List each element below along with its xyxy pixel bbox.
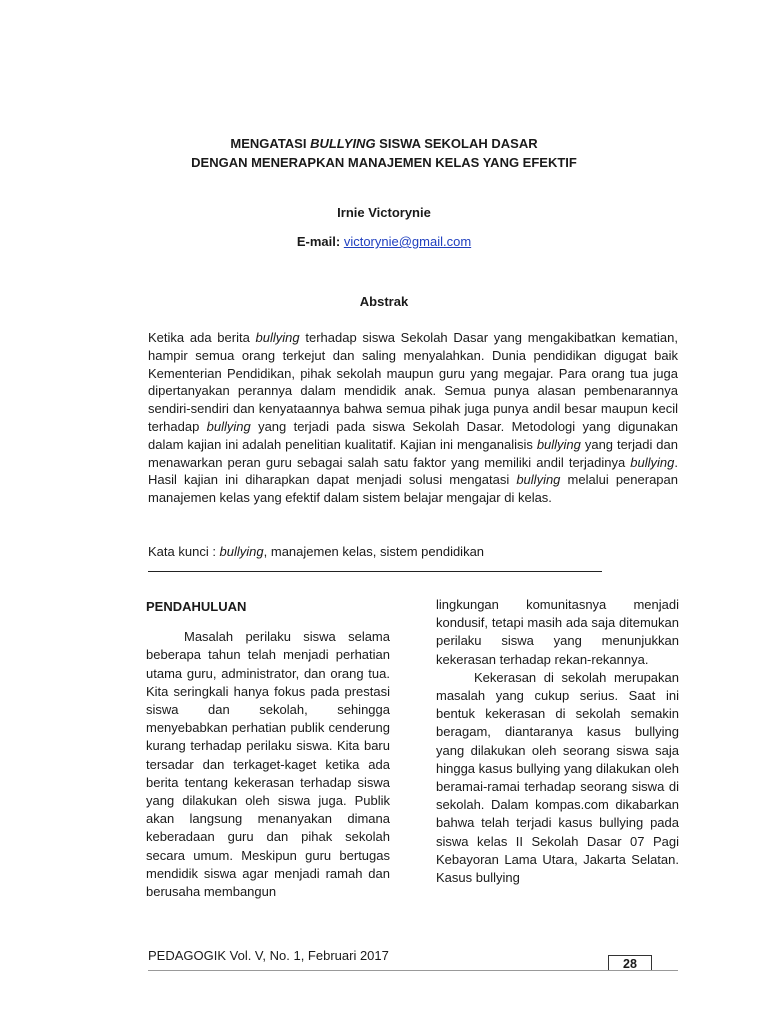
title-line-1 — [100, 134, 668, 153]
keywords-label: Kata kunci : — [148, 544, 220, 559]
abstract-text-1: Ketika ada berita — [148, 330, 256, 345]
abstract-emphasis-2: bullying — [206, 418, 251, 434]
keywords-rest: , manajemen kelas, sistem pendidikan — [263, 544, 485, 559]
abstract-text-4: yang terjadi dan menawarkan peran guru sebagai salah satu faktor yang memiliki andil terjadinya — [148, 436, 678, 470]
page-number: 28 — [608, 955, 652, 971]
journal-footer: PEDAGOGIK Vol. V, No. 1, Februari 2017 — [148, 948, 389, 963]
abstract-body — [148, 329, 678, 507]
abstract-text-2: terhadap siswa Sekolah Dasar yang mengakibatkan kematian, hampir semua orang terkejut dan saling menyalahkan. Dunia pendidikan digugat baik Kementerian Pendidikan, pihak sekolah maupun guru yang megajar. Para orang tua juga dipertanyakan perannya dalam mendidik anak. Semua punya alasan pembenarannya sendiri-sendiri dan kenyataannya bahwa semua pihak juga punya andil besar maupun kecil terhadap — [148, 330, 678, 434]
abstract-emphasis-3: bullying — [536, 436, 581, 452]
paper-title — [100, 134, 668, 172]
author-email — [100, 234, 668, 249]
abstract-emphasis-1: bullying — [255, 330, 300, 345]
column-left — [146, 598, 390, 901]
title-line-2: DENGAN MENERAPKAN MANAJEMEN KELAS YANG EFEKTIF — [191, 155, 577, 170]
abstract-text-6: melalui penerapan manajemen kelas yang efektif dalam sistem belajar mengajar di kelas. — [148, 472, 678, 506]
intro-paragraph-continued: lingkungan komunitasnya menjadi kondusif, tetapi masih ada saja ditemukan perilaku siswa yang menunjukkan kekerasan terhadap rekan-rekannya. — [436, 597, 679, 667]
footer-divider — [148, 970, 678, 971]
title-line-1-emphasis: BULLYING — [310, 136, 376, 151]
title-line-1-end: SISWA SEKOLAH DASAR — [375, 136, 538, 151]
author-name: Irnie Victorynie — [337, 205, 431, 220]
abstract-text-3: yang terjadi pada siswa Sekolah Dasar. Metodologi yang digunakan dalam kajian ini adalah penelitian kualitatif. Kajian ini menganalisis — [148, 418, 679, 452]
title-line-1-start: MENGATASI — [230, 136, 311, 151]
abstract-text-5: . Hasil kajian ini diharapkan dapat menjadi solusi mengatasi — [148, 454, 678, 488]
column-right — [436, 596, 679, 887]
email-link[interactable]: victorynie@gmail.com — [343, 234, 472, 249]
abstract-emphasis-5: bullying — [516, 472, 561, 488]
abstract-heading: Abstrak — [359, 294, 409, 309]
email-label: E-mail: — [296, 234, 341, 249]
abstract-divider — [148, 571, 602, 572]
intro-paragraph-1: Masalah perilaku siswa selama beberapa tahun telah menjadi perhatian utama guru, administrator, dan orang tua. Kita seringkali hanya fokus pada prestasi siswa dan sekolah, sehingga menyebabkan perhatian publik cenderung kurang terhadap perilaku siswa. Kita baru tersadar dan terkaget-kaget ketika ada berita tentang kekerasan terhadap siswa yang dilakukan oleh siswa juga. Publik akan langsung menanyakan dimana keberadaan guru dan pihak sekolah secara umum. Meskipun guru bertugas mendidik siswa agar menjadi ramah dan berusaha membangun — [146, 629, 390, 900]
intro-paragraph-2: Kekerasan di sekolah merupakan masalah yang cukup serius. Saat ini bentuk kekerasan di sekolah semakin beragam, diantaranya kasus bullying yang dilakukan oleh seorang siswa saja hingga kasus bullying yang dilakukan oleh beramai-ramai terhadap seorang siswa di sekolah. Dalam kompas.com dikabarkan bahwa telah terjadi kasus bullying pada siswa kelas II Sekolah Dasar 07 Pagi Kebayoran Lama Utara, Jakarta Selatan. Kasus bullying — [436, 669, 679, 886]
section-heading-pendahuluan: PENDAHULUAN — [146, 599, 247, 614]
abstract-emphasis-4: bullying — [630, 454, 675, 470]
keywords — [148, 544, 678, 559]
keywords-emphasis: bullying — [219, 544, 264, 559]
